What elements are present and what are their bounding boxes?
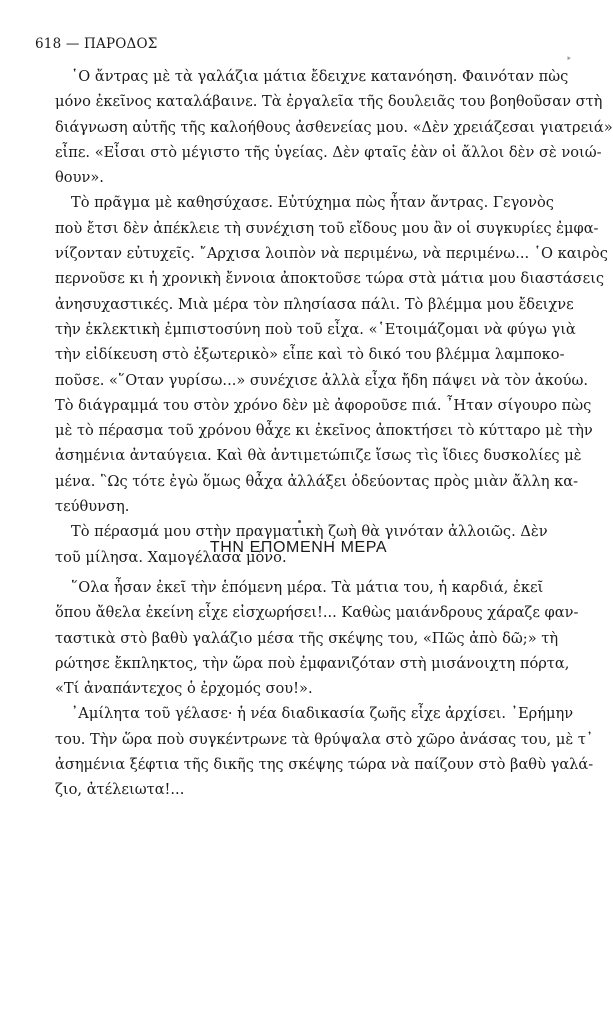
text-line: περνοῦσε κι ἡ χρονικὴ ἔννοια ἀποκτοῦσε τώρα στὰ μάτια μου διαστάσεις (55, 270, 605, 288)
text-line: θουν». (55, 169, 104, 187)
text-line: Τὸ διάγραμμά του στὸν χρόνο δὲν μὲ ἀφοροῦσε πιά. ῏Ηταν σίγουρο πὼς (55, 396, 592, 414)
running-head: 618 — ΠΑΡΟΔΟΣ (35, 36, 158, 52)
text-line: Τὸ πρᾶγμα μὲ καθησύχασε. Εὐτύχημα πὼς ἦταν ἄντρας. Γεγονὸς (71, 194, 554, 212)
text-line: μένα. ῝Ως τότε ἐγὼ ὅμως θἆχα ἀλλάξει ὁδεύοντας πρὸς μιὰν ἄλλη κα- (55, 472, 579, 490)
text-line: διάγνωση αὐτῆς τῆς καλοήθους ἀσθενείας μου. «Δὲν χρειάζεσαι γιατρειά» (55, 118, 613, 136)
text-line: ποῦσε. «῞Οταν γυρίσω...» συνέχισε ἀλλὰ εἶχα ἤδη πάψει νὰ τὸν ἀκούω. (55, 371, 589, 389)
paragraph (55, 575, 579, 701)
paragraph (55, 701, 594, 802)
text-line: ἀσημένια ἀνταύγεια. Καὶ θὰ ἀντιμετώπιζε ἴσως τὶς ἴδιες δυσκολίες μὲ (55, 447, 582, 465)
text-line: τοῦ μίλησα. Χαμογέλασα μόνο. (55, 548, 287, 566)
section-heading: ΤΗΝ ΕΠΟΜΕΝΗ ΜΕΡΑ (209, 539, 388, 556)
text-line: νίζονταν εὐτυχεῖς. ῎Αρχισα λοιπὸν νὰ περιμένω, νὰ περιμένω... ῾Ο καιρὸς (55, 245, 608, 263)
text-line: ᾿Αμίλητα τοῦ γέλασε· ἡ νέα διαδικασία ζωῆς εἶχε ἀρχίσει. ᾿Ερήμην (71, 705, 574, 723)
paragraph (55, 64, 613, 190)
text-line: εἶπε. «Εἶσαι στὸ μέγιστο τῆς ὑγείας. Δὲν φταῖς ἐὰν οἱ ἄλλοι δὲν σὲ νοιώ- (55, 143, 602, 161)
text-line: ζιο, ἀτέλειωτα!... (55, 781, 185, 799)
text-line: «Τί ἀναπάντεχος ὁ ἐρχομός σου!». (55, 680, 313, 698)
text-line: ῾Ο ἄντρας μὲ τὰ γαλάζια μάτια ἔδειχνε κατανόηση. Φαινόταν πὼς (71, 68, 569, 85)
text-line: μὲ τὸ πέρασμα τοῦ χρόνου θἆχε κι ἐκεῖνος ἀποκτήσει τὸ κύτταρο μὲ τὴν (55, 422, 593, 440)
body-section-2 (55, 575, 594, 803)
text-line: τὴν ἐκλεκτικὴ ἐμπιστοσύνη ποὺ τοῦ εἶχα. «῾Ετοιμάζομαι νὰ φύγω γιὰ (55, 320, 576, 338)
text-line: Τὸ πέρασμά μου στὴν πραγματικὴ ζωὴ θὰ γινόταν ἀλλοιῶς. Δὲν (71, 523, 548, 541)
body-section-1 (55, 64, 613, 570)
text-line: ὅπου ἄθελα ἐκείνη εἶχε εἰσχωρήσει!... Καθὼς μαιάνδρους χάραζε φαν- (55, 604, 579, 622)
text-line: μόνο ἐκεῖνος καταλάβαινε. Τὰ ἐργαλεῖα τῆς δουλειᾶς του βοηθοῦσαν στὴ (55, 93, 603, 111)
paragraph (55, 190, 608, 519)
text-line: ποὺ ἔτσι δὲν ἀπέκλειε τὴ συνέχιση τοῦ εἴδους μου ἂν οἱ συγκυρίες ἐμφα- (55, 219, 599, 237)
text-line: ῞Ολα ἦσαν ἐκεῖ τὴν ἑπόμενη μέρα. Τὰ μάτια του, ἡ καρδιά, ἐκεῖ (71, 579, 544, 596)
text-line: ρώτησε ἔκπληκτος, τὴν ὥρα ποὺ ἐμφανιζόταν στὴ μισάνοιχτη πόρτα, (55, 654, 570, 672)
text-line: τὴν εἰδίκευση στὸ ἐξωτερικὸ» εἶπε καὶ τὸ δικό του βλέμμα λαμποκο- (55, 346, 565, 364)
text-line: ἀνησυχαστικές. Μιὰ μέρα τὸν πλησίασα πάλι. Τὸ βλέμμα μου ἔδειχνε (55, 295, 574, 313)
text-line: ταστικὰ στὸ βαθὺ γαλάζιο μέσα τῆς σκέψης του, «Πῶς ἀπὸ δῶ;» τὴ (55, 629, 559, 647)
text-line: του. Τὴν ὥρα ποὺ συγκέντρωνε τὰ θρύψαλα στὸ χῶρο ἀνάσας του, μὲ τ᾿ (55, 730, 594, 748)
section-divider-dot (298, 520, 301, 523)
text-line: ἀσημένια ξέφτια τῆς δικῆς της σκέψης τώρα νὰ παίζουν στὸ βαθὺ γαλά- (55, 756, 594, 774)
margin-mark: ‣ (566, 54, 572, 65)
text-line: τεύθυνση. (55, 498, 130, 516)
